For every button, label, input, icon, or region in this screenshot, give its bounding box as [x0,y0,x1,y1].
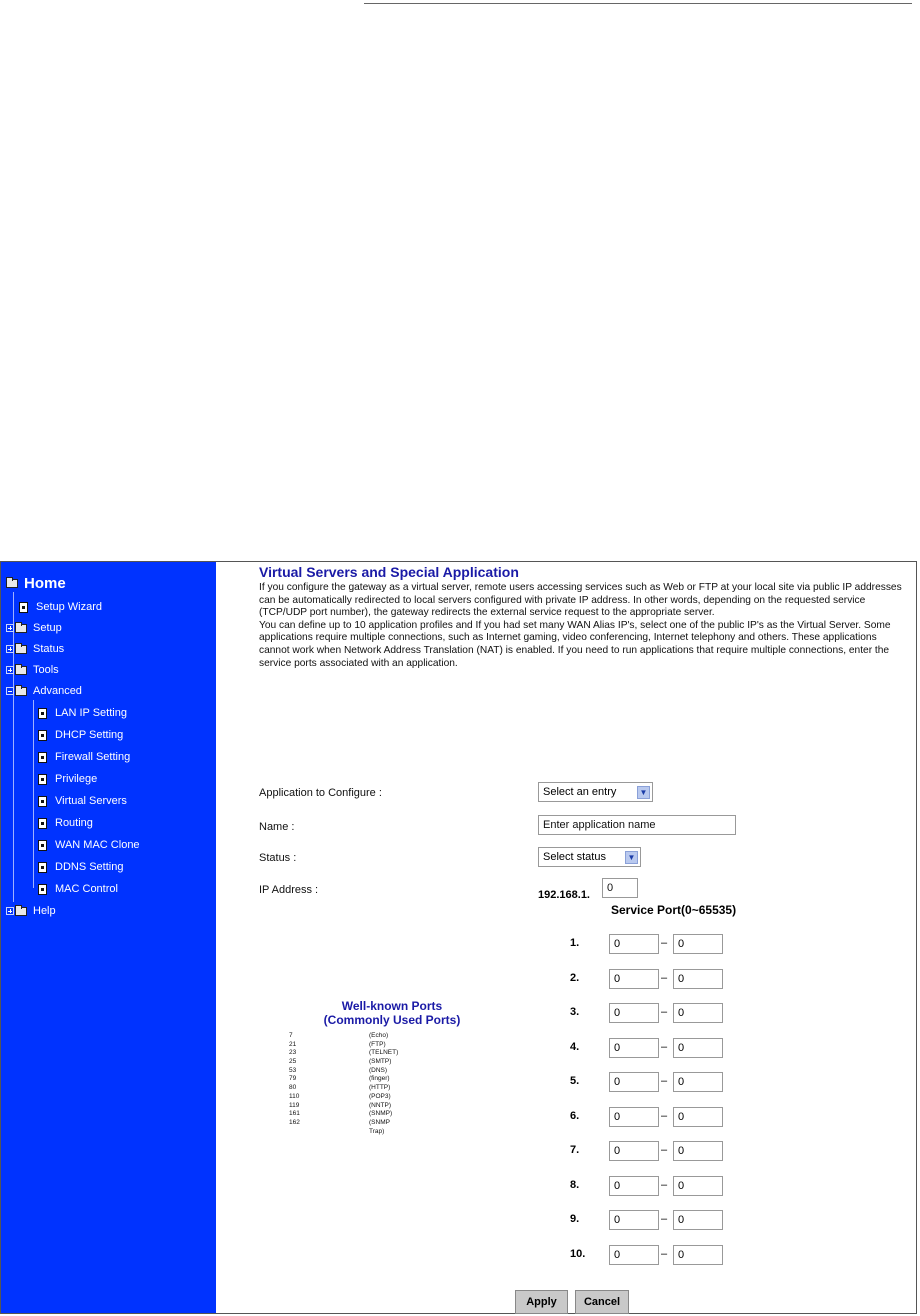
port-end-input[interactable]: 0 [673,1003,723,1023]
port-range-separator: – [661,1006,668,1018]
folder-open-icon [6,579,18,588]
port-end-input[interactable]: 0 [673,1210,723,1230]
folder-icon [15,666,27,675]
port-range-separator: – [661,1040,668,1053]
sidebar-item-label: Firewall Setting [55,751,131,763]
port-service: (TELNET) [369,1049,399,1057]
port-end-input[interactable]: 0 [673,1245,723,1265]
sidebar-item-firewall-setting[interactable] [38,751,130,763]
ip-address-label: IP Address : [259,884,319,896]
app-config-label: Application to Configure : [259,787,382,799]
description-paragraph: You can define up to 10 application profiles and If you had set many WAN Alias IP's, select one of the public IP's as the Virtual Server. Some applications require multiple connections, such as Internet gaming, video conferencing, Internet telephony and others. These applications cannot work when Network Address Translation (NAT) is enabled. If you need to run applications that require multiple connections, enter the service ports associated with an application. [259,619,891,669]
port-number: 161 [289,1110,300,1118]
port-service: (HTTP) [369,1084,391,1092]
expand-icon[interactable] [6,645,14,653]
sidebar-item-label: Help [33,905,56,917]
port-start-input[interactable]: 0 [609,1038,659,1058]
port-service: (SNMP) [369,1110,393,1118]
name-input[interactable]: Enter application name [538,815,736,835]
port-row-number: 2. [570,971,580,984]
chevron-down-icon: ▼ [625,851,638,864]
sidebar-item-mac-control[interactable] [38,883,118,895]
sidebar-item-label: Tools [33,664,59,676]
port-number: 53 [289,1066,297,1074]
sidebar-item-ddns-setting[interactable] [38,861,123,873]
well-known-subtitle: (Commonly Used Ports) [323,1013,461,1027]
sidebar-item-label: Status [33,643,65,655]
port-number: 110 [289,1092,300,1100]
port-service: (SNMP Trap) [369,1118,390,1135]
port-end-input[interactable]: 0 [673,934,723,954]
expand-icon[interactable] [6,907,14,915]
sidebar-item-label: LAN IP Setting [55,707,127,719]
port-service: (NNTP) [369,1101,392,1109]
port-number: 7 [289,1032,293,1039]
port-number: 23 [289,1049,297,1057]
sidebar-item-label: DHCP Setting [55,729,124,741]
port-start-input[interactable]: 0 [609,969,659,989]
folder-icon [15,907,27,916]
port-end-input[interactable]: 0 [673,1072,723,1092]
sidebar-item-virtual-servers[interactable] [38,795,127,807]
page-icon [38,752,47,763]
port-row-number: 8. [570,1178,580,1191]
sidebar-item-status[interactable] [6,643,64,655]
port-start-input[interactable]: 0 [609,934,659,954]
port-range-separator: – [661,1144,668,1156]
port-row-number: 5. [570,1075,580,1087]
port-number: 119 [289,1101,300,1109]
page-icon [38,730,47,741]
port-service: (SMTP) [369,1058,392,1066]
sidebar-item-wan-mac-clone[interactable] [38,839,140,851]
application-select[interactable] [538,782,653,802]
sidebar-item-help[interactable] [6,905,56,917]
apply-button[interactable]: Apply [515,1290,568,1314]
port-start-input[interactable]: 0 [609,1245,659,1265]
tree-line [33,700,34,888]
port-number: 80 [289,1084,297,1092]
page-description [259,582,904,670]
tree-line [13,592,14,902]
port-service: (DNS) [369,1066,388,1074]
sidebar-item-lan-ip-setting[interactable] [38,707,127,719]
port-start-input[interactable]: 0 [609,1107,659,1127]
port-row-number: 6. [570,1109,580,1122]
port-end-input[interactable]: 0 [673,1141,723,1161]
port-row-number: 10. [570,1247,586,1260]
port-range-separator: – [661,1247,668,1260]
port-row-number: 7. [570,1144,580,1156]
status-select-value: Select status [543,851,606,863]
page-icon [38,884,47,895]
port-end-input[interactable]: 0 [673,1038,723,1058]
port-service: (POP3) [369,1092,391,1100]
port-range-separator: – [661,1109,668,1122]
port-range-separator: – [661,937,668,949]
status-select[interactable] [538,847,641,867]
sidebar-item-label: DDNS Setting [55,861,124,873]
service-port-title: Service Port(0~65535) [611,903,737,917]
page-icon [38,840,47,851]
sidebar-item-label: Virtual Servers [55,795,127,807]
sidebar-item-label: WAN MAC Clone [55,839,140,851]
ip-last-octet-input[interactable]: 0 [602,878,638,898]
status-label: Status : [259,852,297,864]
page-icon [19,602,28,613]
sidebar-item-home[interactable] [6,575,66,592]
port-service: (FTP) [369,1040,386,1048]
application-select-value: Select an entry [543,786,617,798]
port-row-number: 4. [570,1040,580,1053]
sidebar-item-label: Advanced [33,685,82,697]
sidebar-item-label: MAC Control [55,883,118,895]
page-title: Virtual Servers and Special Application [259,564,519,580]
sidebar-item-setup[interactable] [6,622,62,634]
port-range-separator: – [661,1178,668,1191]
page-icon [38,862,47,873]
sidebar-home-label: Home [24,575,66,592]
sidebar-item-label: Routing [55,817,93,829]
description-paragraph: If you configure the gateway as a virtual server, remote users accessing services such as Web or FTP at your local site via public IP addresses can be automatically redirected to local servers configured with private IP address. In other words, depending on the requested service (TCP/UDP port number), the gateway redirects the external service request to the appropriate server. [259,582,902,619]
sidebar-item-privilege[interactable] [38,773,97,785]
port-number: 25 [289,1058,297,1066]
page-icon [38,774,47,785]
ip-prefix: 192.168.1. [538,889,590,901]
port-start-input[interactable]: 0 [609,1003,659,1023]
expand-icon[interactable] [6,666,14,674]
port-row-number: 3. [570,1006,580,1018]
port-end-input[interactable]: 0 [673,1176,723,1196]
port-range-separator: – [661,1213,668,1225]
port-number: 162 [289,1118,300,1126]
port-start-input[interactable]: 0 [609,1072,659,1092]
folder-open-icon [15,687,27,696]
folder-icon [15,624,27,633]
main-content [216,562,916,1313]
chevron-down-icon: ▼ [637,786,650,799]
folder-icon [15,645,27,654]
port-service: (finger) [369,1075,390,1083]
port-service: (Echo) [369,1032,389,1039]
port-end-input[interactable]: 0 [673,1107,723,1127]
port-end-input[interactable]: 0 [673,969,723,989]
well-known-ports-title [302,999,482,1027]
name-label: Name : [259,821,295,833]
port-start-input[interactable]: 0 [609,1141,659,1161]
port-start-input[interactable]: 0 [609,1210,659,1230]
page-icon [38,708,47,719]
router-ui-frame [0,561,917,1314]
collapse-icon[interactable] [6,687,14,695]
sidebar-item-label: Setup Wizard [36,601,103,613]
sidebar-item-setup-wizard[interactable] [19,601,102,613]
page-icon [38,796,47,807]
expand-icon[interactable] [6,624,14,632]
sidebar-item-advanced[interactable] [6,685,82,697]
port-number: 21 [289,1040,297,1048]
page-icon [38,818,47,829]
sidebar-item-label: Setup [33,622,62,634]
sidebar-item-label: Privilege [55,773,98,785]
port-range-separator: – [661,971,668,984]
well-known-title-line: Well-known Ports [341,999,443,1013]
port-row-number: 1. [570,937,580,949]
port-range-separator: – [661,1075,668,1087]
port-row-number: 9. [570,1213,580,1225]
port-start-input[interactable]: 0 [609,1176,659,1196]
sidebar-item-dhcp-setting[interactable] [38,729,123,741]
sidebar-item-tools[interactable] [6,664,59,676]
cancel-button[interactable]: Cancel [575,1290,629,1314]
port-number: 79 [289,1075,297,1083]
sidebar-nav [1,562,216,1313]
top-rule [364,3,912,4]
sidebar-item-routing[interactable] [38,817,93,829]
